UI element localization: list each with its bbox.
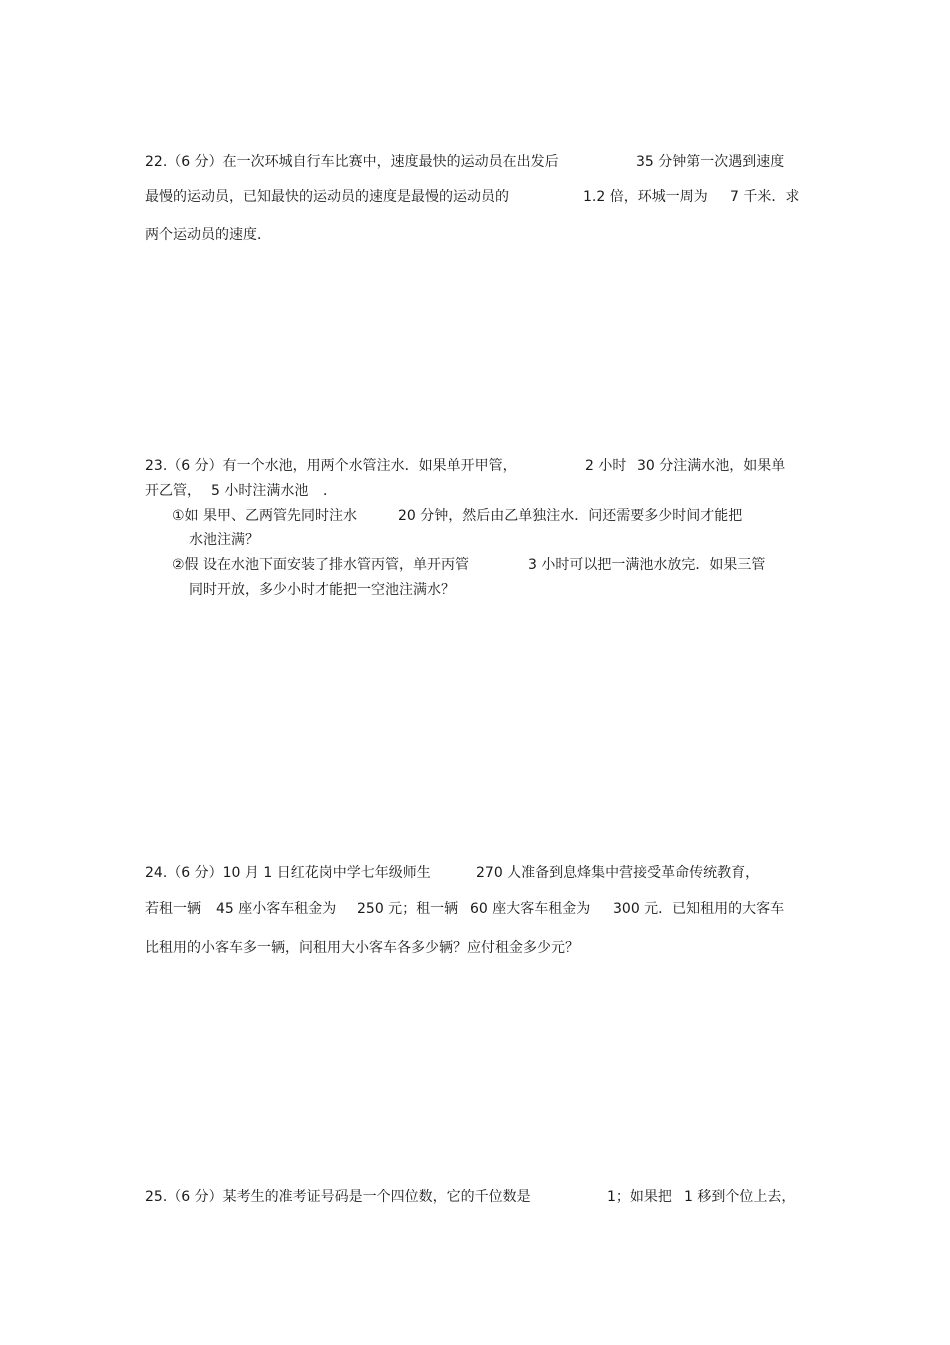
text-segment: 22.（6 分）在一次环城自行车比赛中，速度最快的运动员在出发后	[145, 154, 559, 170]
question-24-line-1	[0, 862, 950, 884]
text-segment: 最慢的运动员，已知最快的运动员的速度是最慢的运动员的	[145, 189, 509, 205]
text-segment: 1.2 倍，环城一周为	[583, 189, 708, 205]
text-segment: ②假 设在水池下面安装了排水管丙管，单开丙管	[172, 557, 469, 573]
text-segment: 2 小时	[585, 458, 627, 474]
question-23-subitem-1-cont	[0, 529, 950, 551]
question-25-line-1	[0, 1186, 950, 1208]
text-segment: ．	[323, 483, 337, 499]
text-segment: 270 人准备到息烽集中营接受革命传统教育，	[476, 865, 760, 881]
question-22-line-3	[0, 224, 950, 246]
text-segment: 1；如果把	[607, 1189, 672, 1205]
text-segment: 1 移到个位上去，	[684, 1189, 796, 1205]
text-segment: 25.（6 分）某考生的准考证号码是一个四位数，它的千位数是	[145, 1189, 531, 1205]
text-segment: 250 元；租一辆	[357, 901, 459, 917]
text-segment: 同时开放，多少小时才能把一空池注满水？	[189, 582, 455, 598]
text-segment: 水池注满？	[189, 532, 259, 548]
text-segment: 45 座小客车租金为	[216, 901, 337, 917]
text-segment: ①如 果甲、乙两管先同时注水	[172, 508, 358, 524]
text-segment: 24.（6 分）10 月 1 日红花岗中学七年级师生	[145, 865, 431, 881]
text-segment: 3 小时可以把一满池水放完．如果三管	[528, 557, 766, 573]
text-segment: 比租用的小客车多一辆，问租用大小客车各多少辆？应付租金多少元？	[145, 940, 579, 956]
question-24-line-2	[0, 898, 950, 920]
question-23-subitem-1	[0, 505, 950, 527]
text-segment: 35 分钟第一次遇到速度	[636, 154, 785, 170]
text-segment: 20 分钟，然后由乙单独注水．问还需要多少时间才能把	[398, 508, 743, 524]
question-23-line-2	[0, 480, 950, 502]
text-segment: 23.（6 分）有一个水池，用两个水管注水．如果单开甲管，	[145, 458, 517, 474]
text-segment: 若租一辆	[145, 901, 201, 917]
question-23-line-1	[0, 455, 950, 477]
text-segment: 30 分注满水池，如果单	[637, 458, 786, 474]
question-22-line-2	[0, 186, 950, 208]
question-22-line-1	[0, 151, 950, 173]
question-24-line-3	[0, 937, 950, 959]
text-segment: 5 小时注满水池	[211, 483, 309, 499]
question-23-subitem-2-cont	[0, 579, 950, 601]
question-23-subitem-2	[0, 554, 950, 576]
text-segment: 7 千米．求	[730, 189, 800, 205]
text-segment: 300 元．已知租用的大客车	[613, 901, 785, 917]
text-segment: 开乙管，	[145, 483, 201, 499]
text-segment: 60 座大客车租金为	[470, 901, 591, 917]
text-segment: 两个运动员的速度．	[145, 227, 271, 243]
